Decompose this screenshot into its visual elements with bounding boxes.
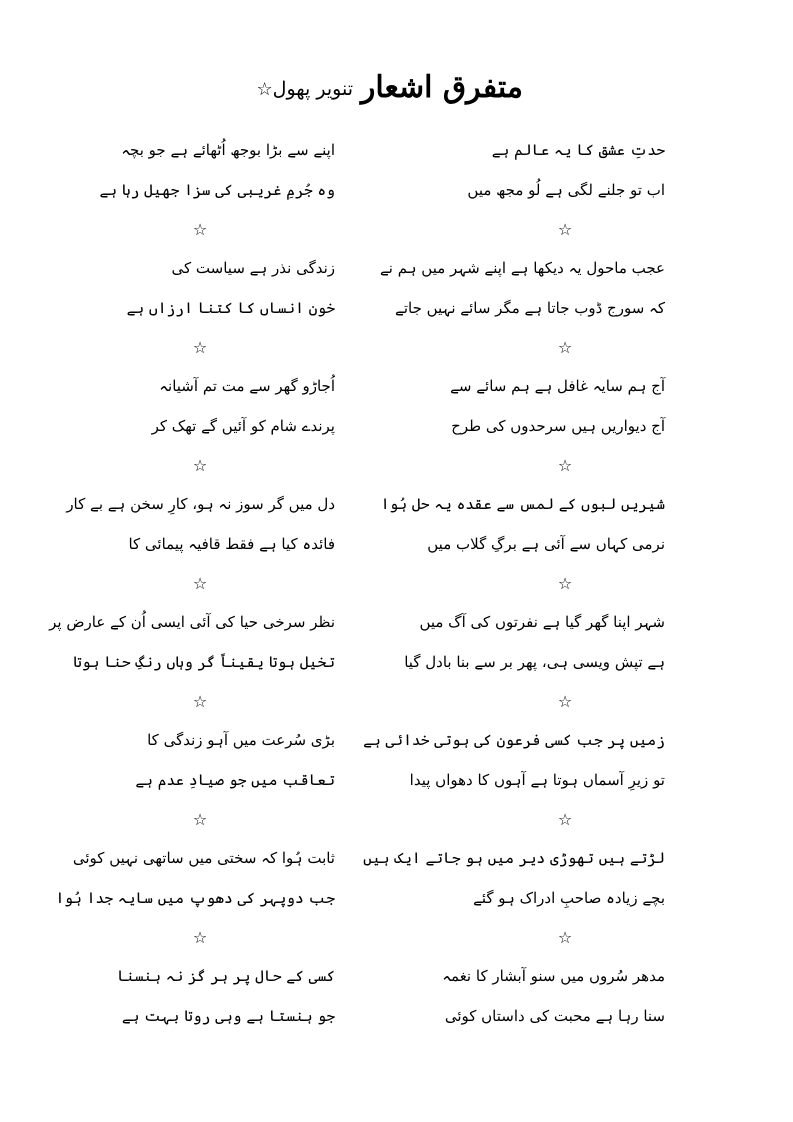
verse-line: تو زیرِ آسماں ہوتا ہے آہوں کا دھواں پیدا bbox=[409, 771, 665, 789]
star-icon: ☆ bbox=[256, 79, 273, 100]
couplet bbox=[395, 612, 665, 732]
couplet bbox=[380, 258, 665, 378]
star-separator-icon: ☆ bbox=[192, 338, 208, 357]
couplet bbox=[395, 376, 665, 496]
page-title: متفرق اشعار bbox=[360, 70, 523, 105]
couplet bbox=[65, 140, 335, 260]
verse-line: حدتِ عشق کا یہ عالم ہے bbox=[491, 141, 665, 159]
verse-line: جو ہنستا ہے وہی روتا بہت ہے bbox=[121, 1007, 335, 1025]
verse-line: جب دوپہر کی دھوپ میں سایہ جدا ہُوا bbox=[55, 889, 335, 907]
verse-line: آج دیواریں ہیں سرحدوں کی طرح bbox=[451, 417, 665, 435]
star-separator-icon: ☆ bbox=[192, 928, 208, 947]
verse-line: کہ سورج ڈوب جاتا ہے مگر سائے نہیں جاتے bbox=[395, 299, 665, 317]
couplet bbox=[395, 966, 665, 1086]
page-header bbox=[0, 70, 793, 120]
star-separator-icon: ☆ bbox=[192, 692, 208, 711]
verse-line: زمیں پر جب کسی فرعون کی ہوتی خدائی ہے bbox=[363, 731, 665, 749]
verse-line: زندگی نذر ہے سیاست کی bbox=[171, 259, 335, 277]
verse-line: اب تو جلنے لگی ہے لُو مجھ میں bbox=[467, 181, 665, 199]
verse-line: پرندے شام کو آئیں گے تھک کر bbox=[151, 417, 335, 435]
verse-line: نرمی کہاں سے آئی ہے برگِ گلاب میں bbox=[427, 535, 665, 553]
couplet bbox=[65, 730, 335, 850]
star-separator-icon: ☆ bbox=[192, 456, 208, 475]
couplet bbox=[65, 258, 335, 378]
verse-line: بڑی سُرعت میں آہو زندگی کا bbox=[147, 731, 335, 749]
verse-line: آج ہم سایہ غافل ہے ہم سائے سے bbox=[450, 377, 665, 395]
verse-line: شیریں لبوں کے لمس سے عقدہ یہ حل ہُوا bbox=[380, 495, 665, 513]
verse-line: ہے تپش ویسی ہی، پھر بر سے بنا بادل گیا bbox=[404, 653, 665, 671]
verse-line: تخیل ہوتا یقیناً گر وہاں رنگِ حنا ہوتا bbox=[73, 653, 335, 671]
verse-line: ثابت ہُوا کہ سختی میں ساتھی نہیں کوئی bbox=[72, 849, 335, 867]
couplet bbox=[55, 848, 335, 968]
star-separator-icon: ☆ bbox=[192, 810, 208, 829]
couplet bbox=[380, 494, 665, 614]
star-separator-icon: ☆ bbox=[557, 338, 573, 357]
verse-line: فائدہ کیا ہے فقط قافیہ پیمائی کا bbox=[128, 535, 335, 553]
star-separator-icon: ☆ bbox=[557, 574, 573, 593]
verse-line: وہ جُرمِ غریبی کی سزا جھیل رہا ہے bbox=[99, 181, 335, 199]
star-separator-icon: ☆ bbox=[557, 928, 573, 947]
star-separator-icon: ☆ bbox=[557, 456, 573, 475]
verse-line: مدھر سُروں میں سنو آبشار کا نغمہ bbox=[442, 967, 665, 985]
star-separator-icon: ☆ bbox=[557, 692, 573, 711]
couplet bbox=[65, 376, 335, 496]
verse-line: اپنے سے بڑا بوجھ اُٹھائے ہے جو بچہ bbox=[121, 141, 335, 159]
couplet bbox=[363, 730, 665, 850]
author-name bbox=[253, 78, 353, 100]
verse-line: تعاقب میں جو صیادِ عدم ہے bbox=[135, 771, 335, 789]
star-separator-icon: ☆ bbox=[192, 220, 208, 239]
verse-line: کسی کے حال پر ہر گز نہ ہنسنا bbox=[117, 967, 335, 985]
verse-line: لڑتے ہیں تھوڑی دیر میں ہو جاتے ایک ہیں bbox=[363, 849, 665, 867]
verse-line: عجب ماحول یہ دیکھا ہے اپنے شہر میں ہم نے bbox=[380, 259, 665, 277]
verse-line: نظر سرخی حیا کی آئی ایسی اُن کے عارض پر bbox=[49, 613, 335, 631]
couplet bbox=[65, 966, 335, 1086]
couplet bbox=[395, 140, 665, 260]
couplet bbox=[363, 848, 665, 968]
couplet bbox=[49, 612, 335, 732]
star-separator-icon: ☆ bbox=[192, 574, 208, 593]
verse-line: اُجاڑو گھر سے مت تم آشیانہ bbox=[159, 377, 335, 395]
verse-line: دل میں گر سوز نہ ہو، کارِ سخن ہے بے کار bbox=[66, 495, 335, 513]
star-separator-icon: ☆ bbox=[557, 810, 573, 829]
verse-line: بچے زیادہ صاحبِ ادراک ہو گئے bbox=[473, 889, 665, 907]
couplet bbox=[65, 494, 335, 614]
verse-line: سنا رہا ہے محبت کی داستاں کوئی bbox=[444, 1007, 665, 1025]
author-label: تنویر پھول bbox=[272, 78, 353, 100]
star-separator-icon: ☆ bbox=[557, 220, 573, 239]
verse-line: شہر اپنا گھر گیا ہے نفرتوں کی آگ میں bbox=[419, 613, 665, 631]
verse-line: خونِ انساں کا کتنا ارزاں ہے bbox=[126, 299, 335, 317]
